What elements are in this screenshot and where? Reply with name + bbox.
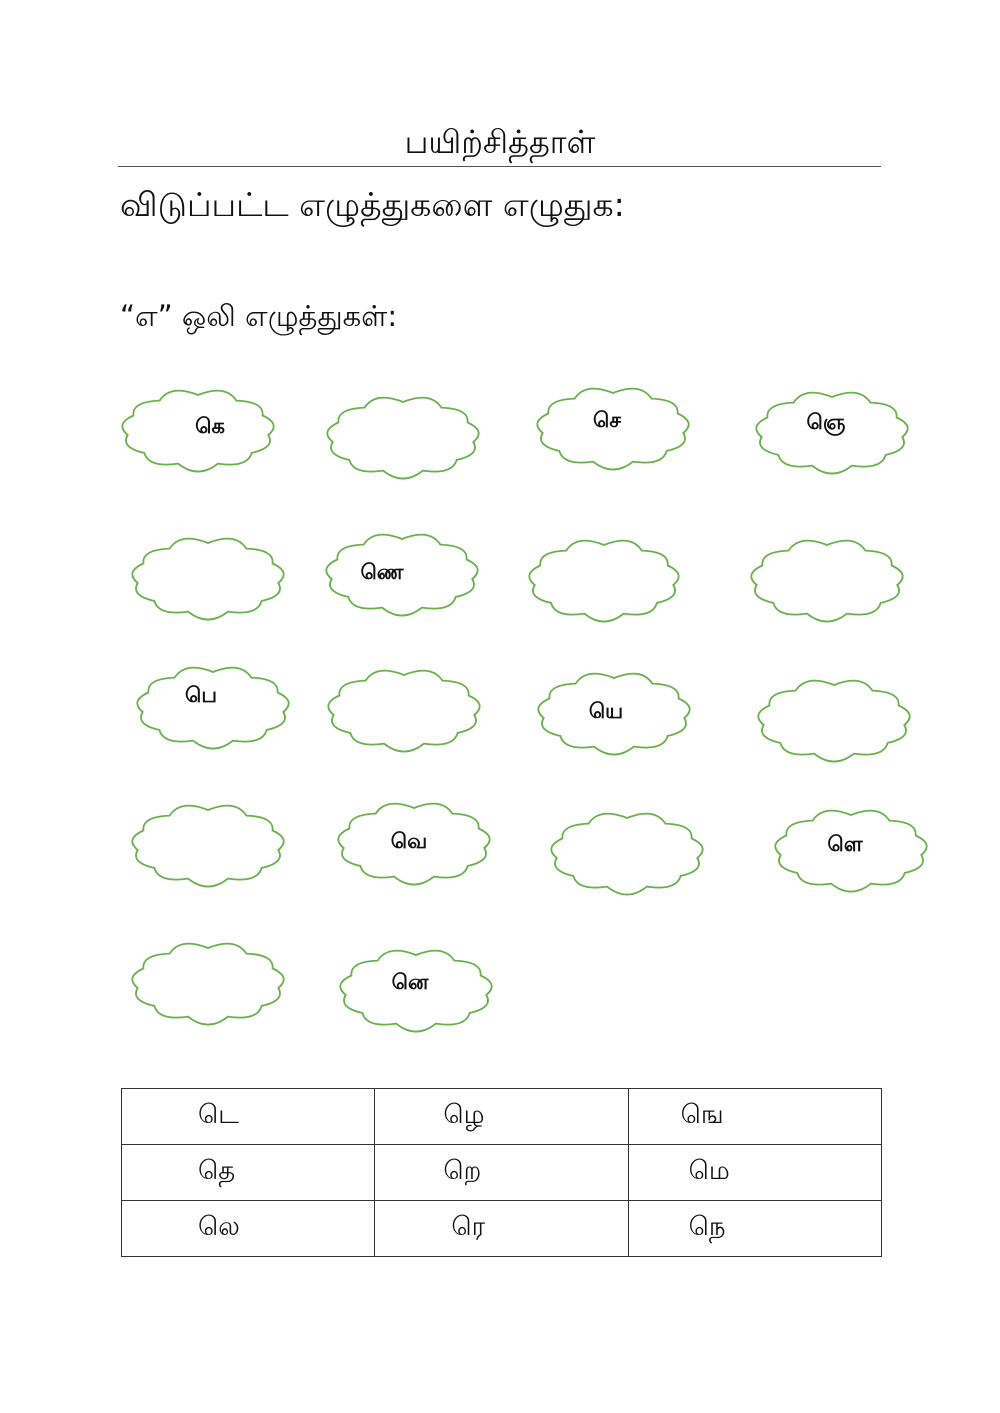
cloud-letter: ஞெ (806, 410, 846, 434)
table-row (122, 1089, 882, 1145)
worksheet-title: பயிற்சித்தாள் (404, 123, 596, 161)
cloud-shape (775, 811, 926, 892)
cloud-outline (132, 806, 283, 887)
cloud-outline (758, 681, 909, 762)
table-cell: ழெ (375, 1089, 628, 1145)
table-cell: நெ (628, 1201, 881, 1257)
cloud-shape (338, 804, 489, 885)
cloud-outline (751, 541, 902, 622)
table-cell: லெ (122, 1201, 375, 1257)
subheading-text: “எ” ஒலி எழுத்துகள்: (120, 299, 398, 333)
cloud-shape (137, 668, 288, 749)
table-row (122, 1145, 882, 1201)
cloud-outline (137, 668, 288, 749)
cloud-shape (122, 391, 273, 472)
cloud-outline (328, 671, 479, 752)
cloud-shape (758, 681, 909, 762)
cloud-letter: ணெ (360, 560, 404, 584)
cloud-letter: வெ (390, 829, 428, 853)
cloud-shape (326, 535, 477, 616)
table-cell: தெ (122, 1145, 375, 1201)
cloud-outline (551, 814, 702, 895)
answer-table (121, 1088, 882, 1257)
table-cell: டெ (122, 1089, 375, 1145)
table-cell: ரெ (375, 1201, 628, 1257)
cloud-shape (751, 541, 902, 622)
cloud-shape (132, 944, 283, 1025)
cloud-letter: செ (593, 408, 621, 432)
cloud-shape (327, 398, 478, 479)
cloud-shape (132, 539, 283, 620)
cloud-outline (529, 541, 678, 622)
cloud-letter: கெ (195, 414, 225, 438)
cloud-shape (340, 951, 491, 1032)
cloud-shape (537, 389, 688, 470)
cloud-shape (756, 393, 907, 474)
cloud-letter: யெ (588, 699, 624, 723)
instruction-text: விடுப்பட்ட எழுத்துகளை எழுதுக: (120, 185, 625, 224)
cloud-shape (132, 806, 283, 887)
table-cell: ஙெ (628, 1089, 881, 1145)
table-row (122, 1201, 882, 1257)
cloud-letter: ளெ (827, 832, 863, 856)
cloud-shape (529, 541, 678, 622)
cloud-shape (551, 814, 702, 895)
cloud-shape (538, 674, 689, 755)
cloud-outline (327, 398, 478, 479)
cloud-shape (328, 671, 479, 752)
cloud-letter: பெ (185, 683, 217, 707)
cloud-outline (132, 944, 283, 1025)
cloud-letter: னெ (391, 970, 429, 994)
table-cell: றெ (375, 1145, 628, 1201)
table-cell: மெ (628, 1145, 881, 1201)
cloud-outline (132, 539, 283, 620)
